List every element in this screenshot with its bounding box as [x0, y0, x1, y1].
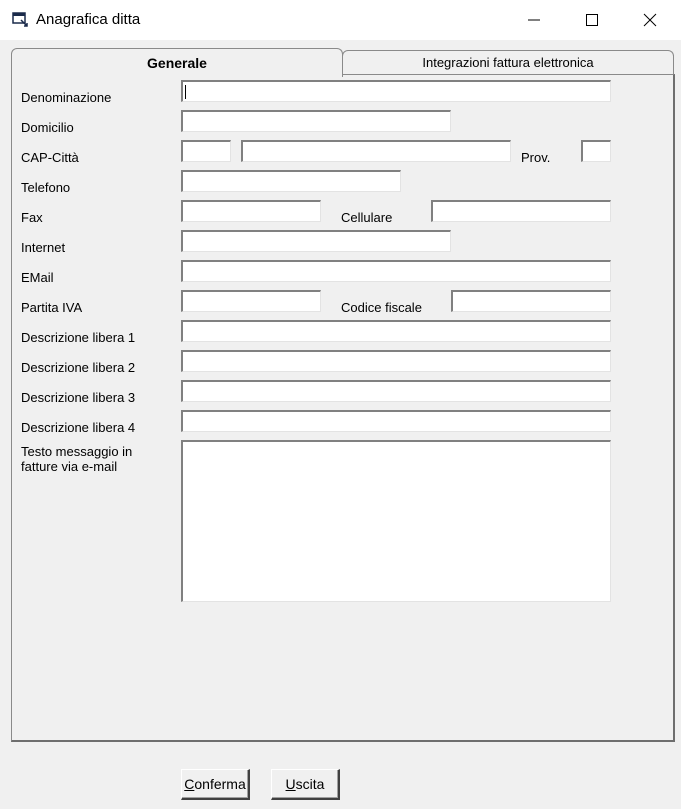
prov-field[interactable] — [581, 140, 611, 162]
denominazione-label: Denominazione — [21, 90, 112, 105]
testo-messaggio-textarea[interactable] — [181, 440, 611, 602]
cellulare-field[interactable] — [431, 200, 611, 222]
descrizione-libera-4-field[interactable] — [181, 410, 611, 432]
uscita-button[interactable] — [271, 769, 340, 800]
descrizione-libera-4-label: Descrizione libera 4 — [21, 420, 136, 435]
denominazione-field[interactable] — [181, 80, 611, 102]
email-field[interactable] — [181, 260, 611, 282]
prov-label: Prov. — [521, 150, 551, 165]
window-title: Anagrafica ditta — [36, 11, 141, 28]
telefono-field[interactable] — [181, 170, 401, 192]
internet-label: Internet — [21, 240, 66, 255]
minimize-icon — [527, 13, 541, 27]
fax-field[interactable] — [181, 200, 321, 222]
codice-fiscale-field[interactable] — [451, 290, 611, 312]
partita-iva-label: Partita IVA — [21, 300, 83, 315]
close-icon — [643, 13, 657, 27]
text-caret — [185, 85, 186, 99]
partita-iva-field[interactable] — [181, 290, 321, 312]
tab-generale[interactable]: Generale — [11, 48, 343, 77]
minimize-button[interactable] — [505, 0, 563, 40]
fax-label: Fax — [21, 210, 43, 225]
cellulare-label: Cellulare — [341, 210, 393, 225]
cap-field[interactable] — [181, 140, 231, 162]
descrizione-libera-3-field[interactable] — [181, 380, 611, 402]
conferma-label: onferma — [194, 776, 246, 792]
descrizione-libera-3-label: Descrizione libera 3 — [21, 390, 136, 405]
testo-messaggio-label: Testo messaggio in fatture via e-mail — [21, 444, 133, 474]
codice-fiscale-label: Codice fiscale — [341, 300, 422, 315]
domicilio-label: Domicilio — [21, 120, 74, 135]
descrizione-libera-2-field[interactable] — [181, 350, 611, 372]
domicilio-field[interactable] — [181, 110, 451, 132]
citta-field[interactable] — [241, 140, 511, 162]
internet-field[interactable] — [181, 230, 451, 252]
close-button[interactable] — [621, 0, 679, 40]
telefono-label: Telefono — [21, 180, 71, 195]
cap-citta-label: CAP-Città — [21, 150, 79, 165]
email-label: EMail — [21, 270, 54, 285]
conferma-accel: C — [184, 776, 195, 792]
app-window-icon — [12, 11, 28, 27]
maximize-icon — [585, 13, 599, 27]
uscita-accel: U — [285, 776, 296, 792]
title-bar — [0, 0, 681, 40]
uscita-label: scita — [295, 776, 325, 792]
descrizione-libera-2-label: Descrizione libera 2 — [21, 360, 136, 375]
tab-integrazioni-fattura-elettronica[interactable]: Integrazioni fattura elettronica — [342, 50, 674, 75]
maximize-button[interactable] — [563, 0, 621, 40]
descrizione-libera-1-field[interactable] — [181, 320, 611, 342]
descrizione-libera-1-label: Descrizione libera 1 — [21, 330, 136, 345]
conferma-button[interactable] — [181, 769, 250, 800]
